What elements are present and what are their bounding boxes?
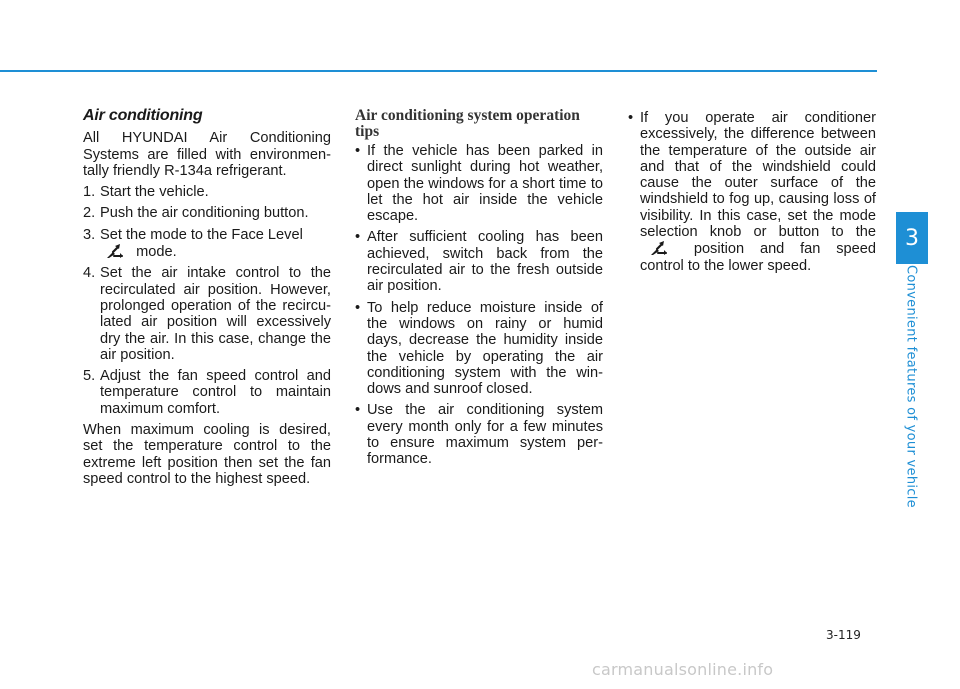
- bullet-icon: •: [355, 229, 361, 246]
- step-item: [83, 368, 331, 417]
- step-number: 1.: [83, 184, 96, 201]
- heading-air-conditioning: Air conditioning: [83, 107, 203, 124]
- step-number: 2.: [83, 205, 96, 222]
- step-text: Push the air conditioning button.: [100, 205, 309, 222]
- step-text: Set the air intake control to the recirculated air position. However, prolonged operation of the recircu-lated air position will excessively dry the air. In this case, change the air position.: [100, 265, 331, 363]
- step-text: [100, 227, 331, 261]
- bullet-icon: •: [628, 110, 634, 126]
- intro-paragraph: All HYUNDAI Air Conditioning Systems are filled with environmen-tally friendly R-134a refrigerant.: [83, 130, 331, 179]
- bullet-icon: •: [355, 299, 361, 316]
- list-item: [355, 300, 603, 398]
- bullet-text-before-icon: If you operate air conditioner excessively, the difference between the temperature of the outside air and that of the windshield could cause the outer surface of the windshield to fog up, causing loss of visibility. In this case, set the mode selection knob or button to the: [640, 110, 876, 241]
- bullet-icon: •: [355, 143, 361, 159]
- list-item: [355, 143, 603, 224]
- step-item: [83, 265, 331, 363]
- step-text-after-icon: mode.: [136, 244, 177, 261]
- bullet-text: After sufficient cooling has been achieved, switch back from the recirculated air to the fresh outside air position.: [367, 229, 603, 295]
- bullet-text: Use the air conditioning system every month only for a few minutes to ensure maximum system per-formance.: [367, 402, 603, 468]
- step-text: Start the vehicle.: [100, 184, 209, 201]
- step-item: [83, 205, 331, 221]
- bullet-text: If the vehicle has been parked in direct sunlight during hot weather, open the windows for a short time to let the hot air inside the vehicle escape.: [367, 143, 603, 225]
- column-3: [628, 110, 876, 279]
- list-item: [355, 229, 603, 294]
- column-1: [83, 108, 331, 492]
- heading-operation-tips: Air conditioning system operation tips: [355, 107, 580, 140]
- bullet-text: [640, 110, 876, 274]
- step-number: 3.: [83, 226, 96, 243]
- step-item: [83, 227, 331, 261]
- list-item: [628, 110, 876, 274]
- step-text-before-icon: Set the mode to the Face Level: [100, 226, 303, 243]
- step-number: 4.: [83, 265, 96, 282]
- closing-paragraph: When maximum cooling is desired, set the temperature control to the extreme left position then set the fan speed control to the highest speed.: [83, 422, 331, 487]
- bullet-text: To help reduce moisture inside of the windows on rainy or humid days, decrease the humidity inside the vehicle by operating the air conditioning system with the win-dows and sunroof closed.: [367, 299, 603, 398]
- section-title: Convenient features of your vehicle: [903, 265, 919, 508]
- top-rule: [0, 70, 877, 72]
- page-number: 3-119: [826, 628, 861, 642]
- face-level-mode-icon: [648, 240, 668, 256]
- step-text: Adjust the fan speed control and temperature control to maintain maximum comfort.: [100, 368, 331, 417]
- face-level-mode-icon: [104, 243, 124, 259]
- step-item: [83, 184, 331, 200]
- watermark: carmanualsonline.info: [592, 660, 774, 679]
- list-item: [355, 402, 603, 467]
- section-tab: 3: [896, 212, 928, 264]
- bullet-text-after-icon: position and fan speed control to the lower speed.: [640, 241, 876, 274]
- bullet-icon: •: [355, 402, 361, 419]
- step-number: 5.: [83, 368, 96, 385]
- column-2: [355, 108, 603, 473]
